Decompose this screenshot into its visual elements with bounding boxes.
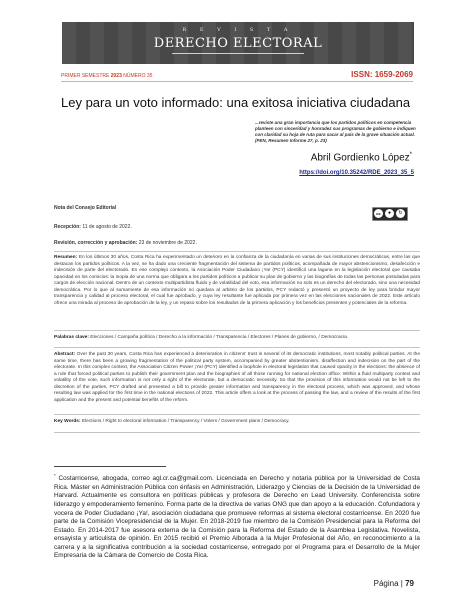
resumen-label: Resumen: [54, 255, 78, 260]
revision-label: Revisión, corrección y aprobación: [54, 240, 138, 246]
divider [54, 414, 420, 415]
page-value: 79 [405, 579, 414, 588]
footnote-text: Costarricense, abogada, correo agl.cr.ca@gmail.com. Licenciada en Derecho y notaria pública por la Universidad de Costa Rica. Máster en Administración Pública con énfasis en Administración, Liderazgo y Ciencias de la Decisión de la Universidad de Harvard. Actualmente es consultora en políticas públicas y profesora de Derecho en Lead University. Conferencista sobre liderazgo y empoderamiento femenino. Forma parte de la directiva de varias ONG que dan apoyo a la educación. Cofundadora y vocera de Poder Ciudadano ¡Ya!, asociación ciudadana que promueve reformas al sistema electoral costarricense. En 2020 fue parte de la Comisión Vicepresidencial de la Mujer. En 2018-2019 fue miembro de la Comisión Presidencial para la Reforma del Estado. En 2014-2017 fue asesora externa de la Comisión para la Reforma del Estado de la Asamblea Legislativa. Novelista, ensayista y articulista de opinión. En 2015 recibió el Premio Alborada a la Mujer Profesional del Año, en reconocimiento a la carrera y a la significativa contribución a la sociedad costarricense, entregado por el Programa para el Desarrollo de la Mujer Empresaria de la Cámara de Comercio de Costa Rica. [54, 475, 420, 560]
page-number [374, 579, 414, 588]
received-label: Recepción: [54, 224, 81, 230]
header-divider [61, 81, 413, 82]
issn: ISSN: 1659-2069 [351, 70, 413, 79]
abstract-label: Abstract: [54, 352, 76, 357]
resumen-paragraph [54, 255, 420, 307]
palabras-clave-paragraph [54, 335, 420, 342]
abstract-text: Over the past 30 years, Costa Rica has experienced a deterioration in citizens' trust in several of its democratic institutions, most notably political parties. At the same time, there has been a growing fragmentation of the political party system, accompanied by greater abstentionism, disaffection and indecision on the part of the electorate. In this complex context, the Association Citizen Power ¡Ya! (PCY) identified a loophole in electoral legislation that caused opacity in the elections: the absence of a rule that forced political parties to publish their government plan and the biographies of all those running for national election office. Within a fluid multiparty context and volatility of the vote, such information is not only a right of the electorate, but a democratic necessity. So that the provision of this information would not be left to the discretion of the parties, PCY drafted and presented a bill to provide greater information and transparency in the electoral process, which was approved, and whose resulting law was applied for the first time in the national elections of 2022. This article offers a look at the process of passing the law, and a review of the results of the first application and the present and potential benefits of the reform. [54, 352, 420, 403]
page-label: Página [373, 579, 399, 588]
divider [54, 432, 420, 433]
share-alike-icon: ↻ [396, 209, 405, 218]
journal-kicker: R E V I S T A [182, 27, 294, 33]
divider [54, 251, 420, 252]
author-footnote [54, 472, 420, 561]
issue-number: NÚMERO 35 [123, 73, 153, 79]
footnote-rule [54, 466, 166, 467]
epigraph-text: ...reviste una gran importancia que los partidos políticos en competencia planteen con sinceridad y honradez sus programas de gobierno e indiquen con claridad su hoja de ruta para sacar al país de la grave situación actual. [255, 120, 416, 137]
author-text: Abril Gordienko López [310, 152, 410, 164]
divider [54, 347, 420, 348]
keywords-label: Key Words: [54, 419, 81, 424]
attribution-icon: ● [385, 209, 394, 218]
cc-icon: cc [374, 209, 383, 218]
revision-date [54, 240, 197, 246]
issue-prefix: PRIMER SEMESTRE [61, 73, 110, 79]
article-title: Ley para un voto informado: una exitosa iniciativa ciudadana [61, 95, 411, 110]
divider [54, 330, 420, 331]
keywords-paragraph [54, 419, 420, 426]
cc-license-badge[interactable] [372, 207, 408, 221]
issue-year: 2023 [110, 73, 122, 79]
issue-info [61, 73, 152, 79]
palabras-text: Elecciones / Campaña política / Derecho a la información / Transparencia / Electores / Planes de gobierno, / Democracia. [90, 335, 349, 340]
page-separator: | [400, 579, 403, 588]
epigraph [255, 120, 420, 144]
author-name [311, 152, 412, 163]
epigraph-citation: (PEN, Resumen Informe 27, p. 23) [255, 138, 327, 143]
banner-rule [172, 53, 304, 54]
footnote-mark: * [54, 473, 56, 478]
palabras-label: Palabras clave: [54, 335, 89, 340]
revision-value: 23 de noviembre de 2022. [138, 240, 197, 246]
abstract-paragraph [54, 352, 420, 404]
editorial-note-label: Nota del Consejo Editorial [54, 205, 117, 211]
author-footnote-mark: * [409, 152, 412, 158]
received-date [54, 224, 132, 230]
keywords-text: Elections / Right to electoral information / Transparency / Voters / Government plans / Democracy. [81, 419, 290, 424]
resumen-text: En los últimos 30 años, Costa Rica ha experimentado un deterioro en la confianza de la ciudadanía en varias de sus instituciones democráticas, entre las que destacan los partidos políticos. A la vez, se ha dado una creciente fragmentación del sistema de partidos políticos, acompañada de mayor abstencionismo, desafección e indecisión de parte del electorado. En ese complejo contexto, la Asociación Poder Ciudadano ¡Ya! (PCY) identificó una laguna en la legislación electoral que causaba opacidad en los comicios: la inopia de una norma que obligara a los partidos políticos a publicar su plan de gobierno y las biografías de todas las personas postuladas para cargos de elección nacional. Dentro de un contexto multipartidista fluido y de volatilidad del voto, esa información no solo es un derecho del electorado, sino una necesidad democrática. Por lo que al sumamente de esa información no quedara al arbitrio de los partidos, PCY redactó y presentó un proyecto de ley para brindar mayor transparencia y calidad al proceso electoral, el cual fue aprobado, y cuya ley resultante fue aplicada por primera vez en las elecciones nacionales de 2022. Este artículo ofrece una mirada al proceso de aprobación de la ley, y un repaso sobre los resultados de la primera aplicación y los beneficios presentes y potenciales de la reforma. [54, 255, 420, 306]
doi-link[interactable]: https://doi.org/10.35242/RDE_2023_35_5 [299, 170, 414, 176]
received-value: 11 de agosto de 2022. [82, 224, 132, 230]
journal-banner [62, 22, 414, 64]
journal-name: DERECHO ELECTORAL [153, 36, 323, 51]
